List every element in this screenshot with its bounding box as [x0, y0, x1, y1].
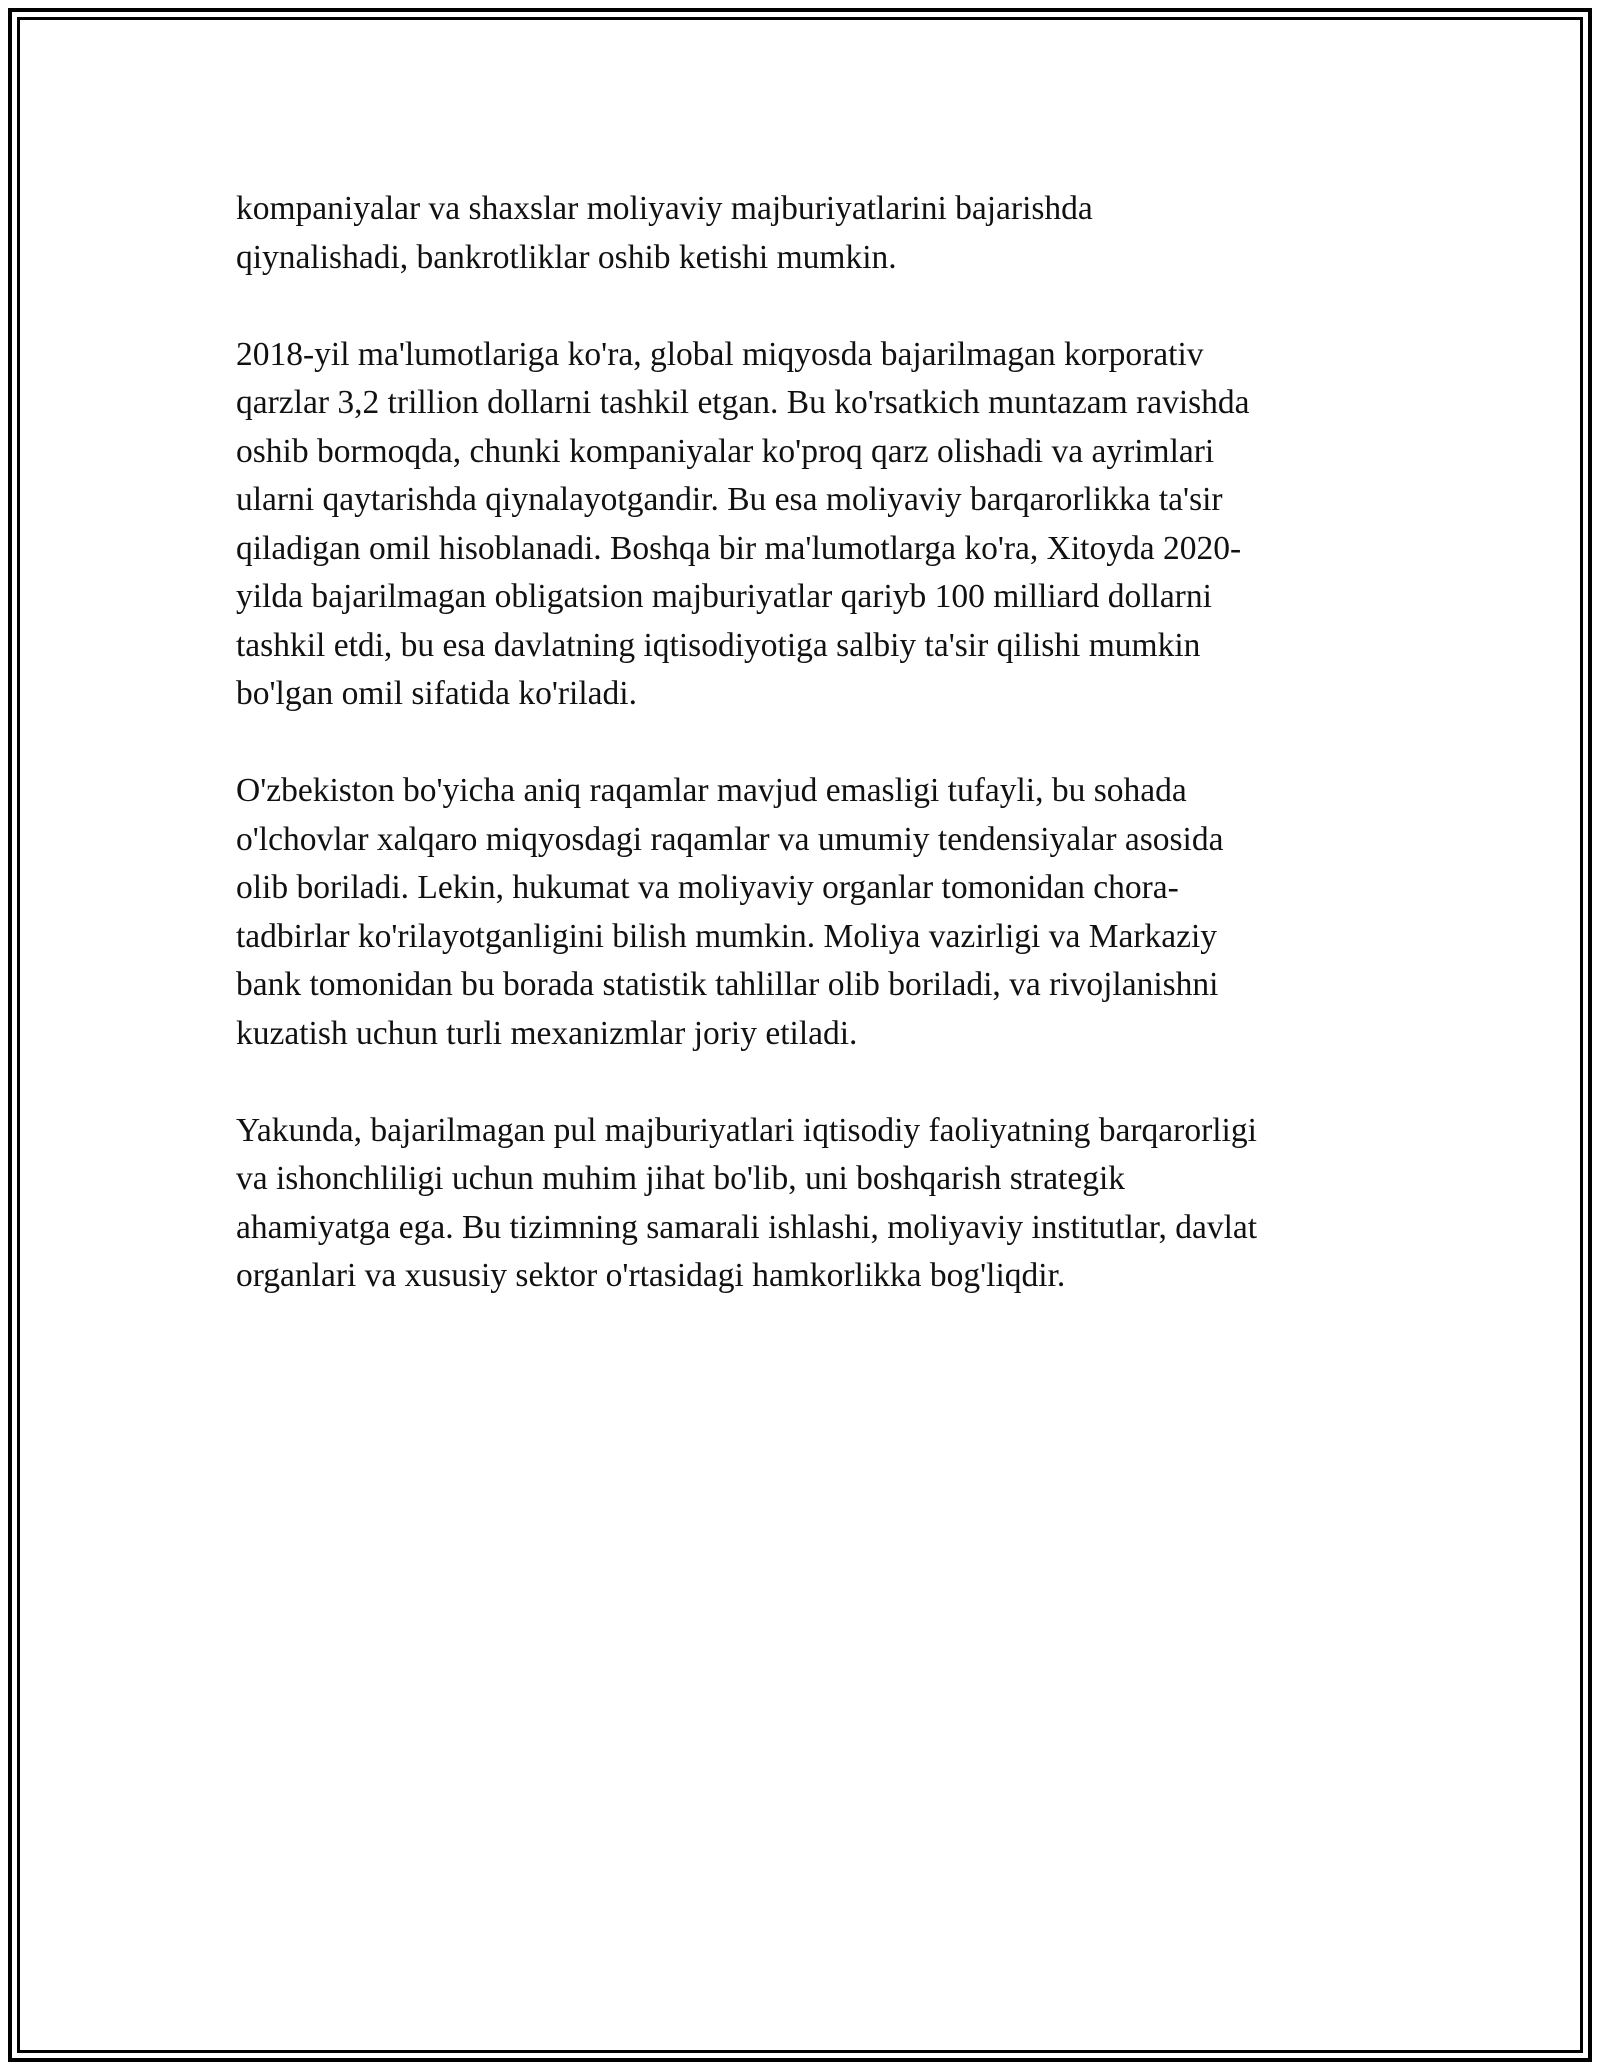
paragraph — [236, 185, 1366, 282]
text-line: ahamiyatga ega. Bu tizimning samarali ishlashi, moliyaviy institutlar, davlat — [236, 1208, 1258, 1246]
text-line: bo'lgan omil sifatida ko'riladi. — [236, 675, 637, 712]
text-line: o'lchovlar xalqaro miqyosdagi raqamlar va umumiy tendensiyalar asosida — [236, 820, 1224, 858]
text-line: oshib bormoqda, chunki kompaniyalar ko'proq qarz olishadi va ayrimlari — [236, 432, 1215, 470]
text-line: va ishonchliligi uchun muhim jihat bo'lib, uni boshqarish strategik — [236, 1160, 1126, 1197]
text-line: O'zbekiston bo'yicha aniq raqamlar mavjud emasligi tufayli, bu sohada — [236, 772, 1187, 809]
text-line: organlari va xususiy sektor o'rtasidagi hamkorlikka bog'liqdir. — [236, 1257, 1066, 1294]
text-line: qiladigan omil hisoblanadi. Boshqa bir ma'lumotlarga ko'ra, Xitoyda 2020- — [236, 529, 1242, 567]
text-line: ularni qaytarishda qiynalayotgandir. Bu esa moliyaviy barqarorlikka ta'sir — [236, 481, 1223, 518]
paragraph — [236, 767, 1366, 1058]
text-line: qiynalishadi, bankrotliklar oshib ketishi mumkin. — [236, 238, 897, 276]
text-line: tashkil etdi, bu esa davlatning iqtisodiyotiga salbiy ta'sir qilishi mumkin — [236, 626, 1201, 664]
text-line: olib boriladi. Lekin, hukumat va moliyaviy organlar tomonidan chora- — [236, 869, 1179, 906]
text-line: kuzatish uchun turli mexanizmlar joriy etiladi. — [236, 1014, 858, 1052]
document-body — [236, 185, 1366, 1349]
text-line: tadbirlar ko'rilayotganligini bilish mumkin. Moliya vazirligi va Markaziy — [236, 917, 1218, 955]
text-line: kompaniyalar va shaxslar moliyaviy majburiyatlarini bajarishda — [236, 190, 1093, 227]
text-line: yilda bajarilmagan obligatsion majburiyatlar qariyb 100 milliard dollarni — [236, 578, 1212, 615]
paragraph — [236, 1107, 1366, 1301]
text-line: bank tomonidan bu borada statistik tahlillar olib boriladi, va rivojlanishni — [236, 966, 1219, 1003]
text-line: 2018-yil ma'lumotlariga ko'ra, global miqyosda bajarilmagan korporativ — [236, 335, 1204, 373]
paragraph — [236, 331, 1366, 719]
text-line: qarzlar 3,2 trillion dollarni tashkil etgan. Bu ko'rsatkich muntazam ravishda — [236, 384, 1250, 421]
text-line: Yakunda, bajarilmagan pul majburiyatlari iqtisodiy faoliyatning barqarorligi — [236, 1111, 1257, 1149]
